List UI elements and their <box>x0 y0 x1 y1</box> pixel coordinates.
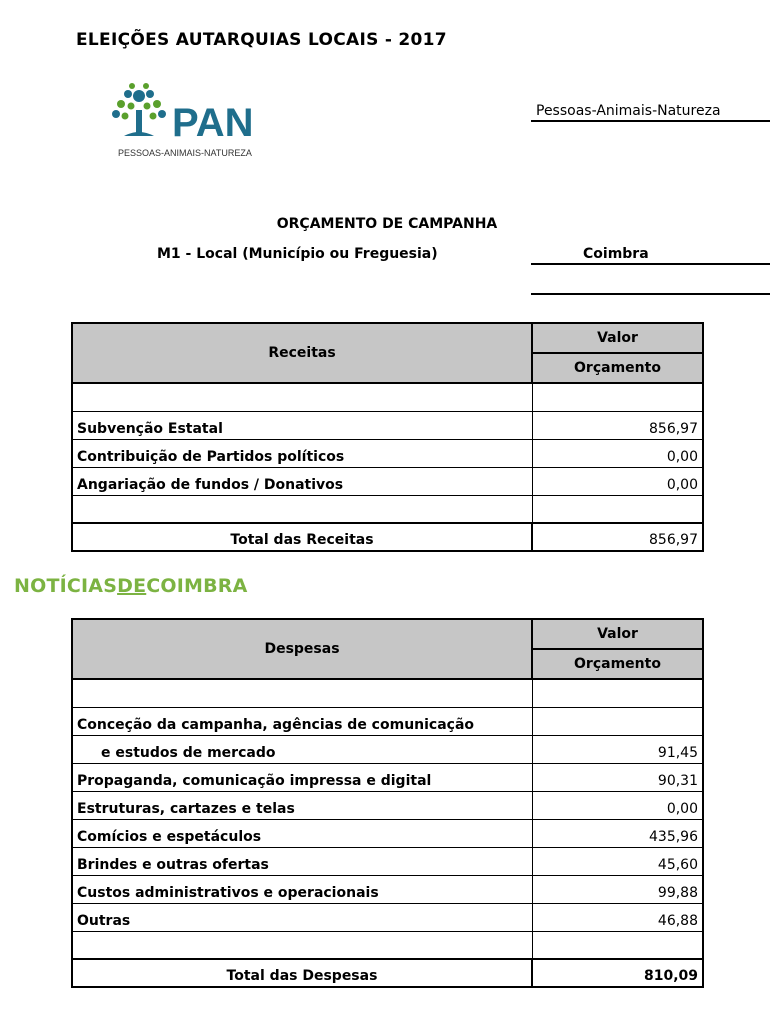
place-underline <box>531 263 770 265</box>
watermark <box>14 575 248 597</box>
row-value: 91,45 <box>532 735 703 763</box>
row-value: 435,96 <box>532 819 703 847</box>
blank-underline <box>531 293 770 295</box>
despesas-table <box>71 618 704 988</box>
receitas-table <box>71 322 704 552</box>
table-row <box>72 495 703 523</box>
document-title: ELEIÇÕES AUTARQUIAS LOCAIS - 2017 <box>76 30 447 50</box>
row-value: 0,00 <box>532 439 703 467</box>
row-label: Subvenção Estatal <box>72 411 532 439</box>
pan-logo <box>104 82 274 164</box>
table-row <box>72 763 703 791</box>
table-row <box>72 931 703 959</box>
row-label: Propaganda, comunicação impressa e digital <box>72 763 532 791</box>
row-label: Estruturas, cartazes e telas <box>72 791 532 819</box>
row-label: Custos administrativos e operacionais <box>72 875 532 903</box>
budget-subheading: M1 - Local (Município ou Freguesia) <box>157 246 438 262</box>
party-name: Pessoas-Animais-Natureza <box>536 103 721 119</box>
table-row <box>72 679 703 707</box>
row-label: Outras <box>72 903 532 931</box>
despesas-value-header: Valor <box>532 619 703 649</box>
receitas-header: Receitas <box>72 323 532 383</box>
row-value: 45,60 <box>532 847 703 875</box>
watermark-part2: DE <box>117 575 147 597</box>
tree-icon <box>112 83 166 136</box>
party-underline <box>531 120 770 122</box>
receitas-value-header: Valor <box>532 323 703 353</box>
table-row <box>72 819 703 847</box>
table-row <box>72 383 703 411</box>
row-value: 0,00 <box>532 791 703 819</box>
total-label: Total das Despesas <box>72 959 532 987</box>
row-value: 90,31 <box>532 763 703 791</box>
row-label: Brindes e outras ofertas <box>72 847 532 875</box>
despesas-header: Despesas <box>72 619 532 679</box>
table-row <box>72 467 703 495</box>
table-row <box>72 411 703 439</box>
table-row <box>72 735 703 763</box>
row-value: 46,88 <box>532 903 703 931</box>
table-row <box>72 791 703 819</box>
row-label: Conceção da campanha, agências de comunicação <box>72 707 532 735</box>
table-row <box>72 439 703 467</box>
total-row <box>72 523 703 551</box>
total-row <box>72 959 703 987</box>
total-label: Total das Receitas <box>72 523 532 551</box>
watermark-part1: NOTÍCIAS <box>14 575 118 597</box>
row-value: 0,00 <box>532 467 703 495</box>
total-value: 856,97 <box>532 523 703 551</box>
watermark-part3: COIMBRA <box>146 575 248 597</box>
row-label: Comícios e espetáculos <box>72 819 532 847</box>
table-row <box>72 875 703 903</box>
row-label: Angariação de fundos / Donativos <box>72 467 532 495</box>
row-value: 856,97 <box>532 411 703 439</box>
row-value <box>532 707 703 735</box>
row-value: 99,88 <box>532 875 703 903</box>
table-row <box>72 903 703 931</box>
place-name: Coimbra <box>583 246 649 262</box>
despesas-value-subheader: Orçamento <box>532 649 703 679</box>
total-value: 810,09 <box>532 959 703 987</box>
row-label: Contribuição de Partidos políticos <box>72 439 532 467</box>
budget-heading: ORÇAMENTO DE CAMPANHA <box>276 216 498 232</box>
table-row <box>72 847 703 875</box>
row-label: e estudos de mercado <box>72 735 532 763</box>
table-row <box>72 707 703 735</box>
receitas-value-subheader: Orçamento <box>532 353 703 383</box>
logo-brand: PAN <box>172 101 254 145</box>
logo-tagline: PESSOAS-ANIMAIS-NATUREZA <box>118 148 252 158</box>
